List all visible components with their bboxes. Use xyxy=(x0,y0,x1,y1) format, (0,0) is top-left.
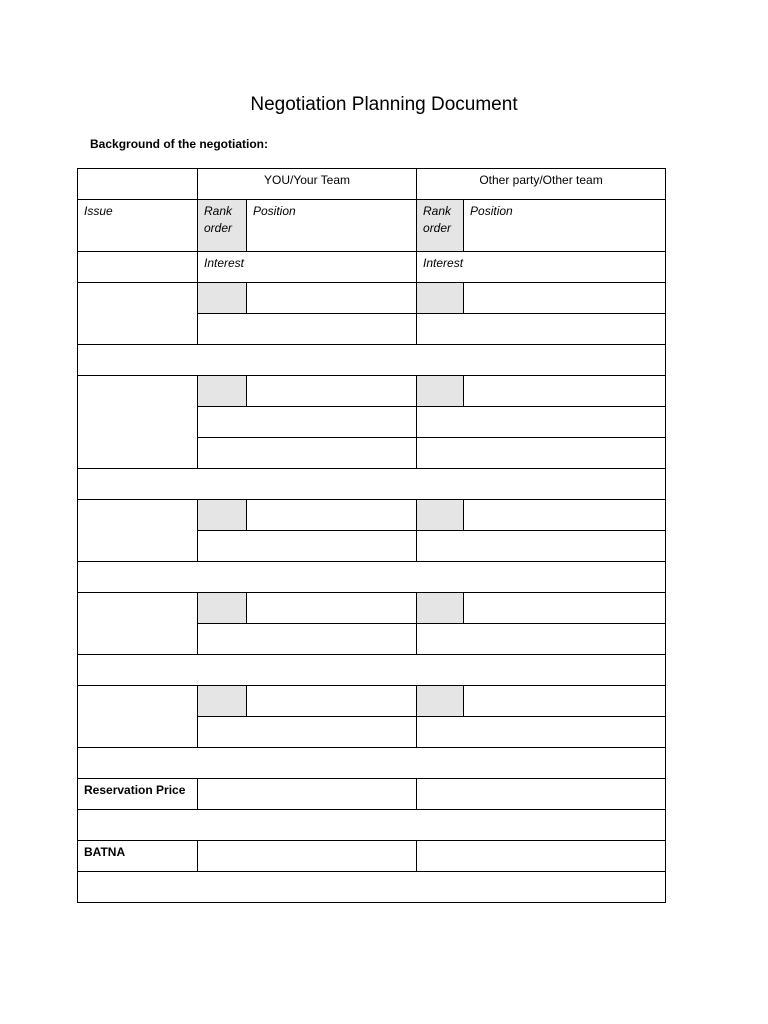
reservation-price-label: Reservation Price xyxy=(78,779,198,810)
other-reservation-price-cell[interactable] xyxy=(417,779,666,810)
spacer-cell-1[interactable] xyxy=(78,345,666,376)
you-rank-order-label: Rank order xyxy=(198,200,247,252)
issue-1-other-rank-cell[interactable] xyxy=(417,283,464,314)
batna-row xyxy=(78,841,666,872)
issue-2-you-interest-cell[interactable] xyxy=(198,407,417,438)
header-other-party: Other party/Other team xyxy=(417,169,666,200)
label-row-issue xyxy=(78,200,666,252)
spacer-row-3 xyxy=(78,562,666,593)
issue-3-other-rank-cell[interactable] xyxy=(417,500,464,531)
issue-3-other-interest-cell[interactable] xyxy=(417,531,666,562)
issue-3-position-row xyxy=(78,500,666,531)
issue-5-you-interest-cell[interactable] xyxy=(198,717,417,748)
issue-2-other-rank-cell[interactable] xyxy=(417,376,464,407)
planning-table xyxy=(77,168,666,903)
spacer-cell-3[interactable] xyxy=(78,562,666,593)
issue-2-you-position-cell[interactable] xyxy=(247,376,417,407)
issue-5-position-row xyxy=(78,686,666,717)
issue-1-other-position-cell[interactable] xyxy=(464,283,666,314)
spacer-row-2 xyxy=(78,469,666,500)
reservation-price-row xyxy=(78,779,666,810)
issue-2-position-row xyxy=(78,376,666,407)
issue-3-you-interest-cell[interactable] xyxy=(198,531,417,562)
issue-4-other-interest-cell[interactable] xyxy=(417,624,666,655)
issue-5-other-interest-cell[interactable] xyxy=(417,717,666,748)
issue-1-cell[interactable] xyxy=(78,283,198,345)
batna-label: BATNA xyxy=(78,841,198,872)
you-batna-cell[interactable] xyxy=(198,841,417,872)
interest-blank-cell xyxy=(78,252,198,283)
header-you-team: YOU/Your Team xyxy=(198,169,417,200)
issue-2-other-interest-cell-2[interactable] xyxy=(417,438,666,469)
issue-1-you-interest-cell[interactable] xyxy=(198,314,417,345)
header-blank-cell xyxy=(78,169,198,200)
header-row xyxy=(78,169,666,200)
issue-2-you-rank-cell[interactable] xyxy=(198,376,247,407)
spacer-cell-2[interactable] xyxy=(78,469,666,500)
you-reservation-price-cell[interactable] xyxy=(198,779,417,810)
issue-4-cell[interactable] xyxy=(78,593,198,655)
other-position-label: Position xyxy=(464,200,666,252)
spacer-row-5 xyxy=(78,748,666,779)
issue-3-cell[interactable] xyxy=(78,500,198,562)
you-interest-label: Interest xyxy=(198,252,417,283)
issue-4-you-interest-cell[interactable] xyxy=(198,624,417,655)
issue-5-you-position-cell[interactable] xyxy=(247,686,417,717)
issue-2-other-interest-cell[interactable] xyxy=(417,407,666,438)
other-rank-order-label: Rank order xyxy=(417,200,464,252)
other-interest-label: Interest xyxy=(417,252,666,283)
issue-1-you-position-cell[interactable] xyxy=(247,283,417,314)
spacer-row-6 xyxy=(78,810,666,841)
issue-3-you-rank-cell[interactable] xyxy=(198,500,247,531)
issue-4-other-position-cell[interactable] xyxy=(464,593,666,624)
issue-4-you-rank-cell[interactable] xyxy=(198,593,247,624)
issue-2-other-position-cell[interactable] xyxy=(464,376,666,407)
background-label: Background of the negotiation: xyxy=(90,137,268,151)
spacer-cell-7[interactable] xyxy=(78,872,666,903)
you-position-label: Position xyxy=(247,200,417,252)
issue-2-you-interest-cell-2[interactable] xyxy=(198,438,417,469)
spacer-cell-4[interactable] xyxy=(78,655,666,686)
issue-4-position-row xyxy=(78,593,666,624)
issue-label: Issue xyxy=(78,200,198,252)
issue-1-position-row xyxy=(78,283,666,314)
issue-5-other-position-cell[interactable] xyxy=(464,686,666,717)
label-row-interest xyxy=(78,252,666,283)
spacer-row-7 xyxy=(78,872,666,903)
issue-5-other-rank-cell[interactable] xyxy=(417,686,464,717)
other-batna-cell[interactable] xyxy=(417,841,666,872)
document-title: Negotiation Planning Document xyxy=(250,94,518,115)
issue-3-other-position-cell[interactable] xyxy=(464,500,666,531)
issue-3-you-position-cell[interactable] xyxy=(247,500,417,531)
issue-5-cell[interactable] xyxy=(78,686,198,748)
spacer-cell-5[interactable] xyxy=(78,748,666,779)
issue-5-you-rank-cell[interactable] xyxy=(198,686,247,717)
spacer-row-1 xyxy=(78,345,666,376)
issue-2-cell[interactable] xyxy=(78,376,198,469)
issue-1-other-interest-cell[interactable] xyxy=(417,314,666,345)
spacer-cell-6[interactable] xyxy=(78,810,666,841)
spacer-row-4 xyxy=(78,655,666,686)
issue-1-you-rank-cell[interactable] xyxy=(198,283,247,314)
issue-4-other-rank-cell[interactable] xyxy=(417,593,464,624)
issue-4-you-position-cell[interactable] xyxy=(247,593,417,624)
